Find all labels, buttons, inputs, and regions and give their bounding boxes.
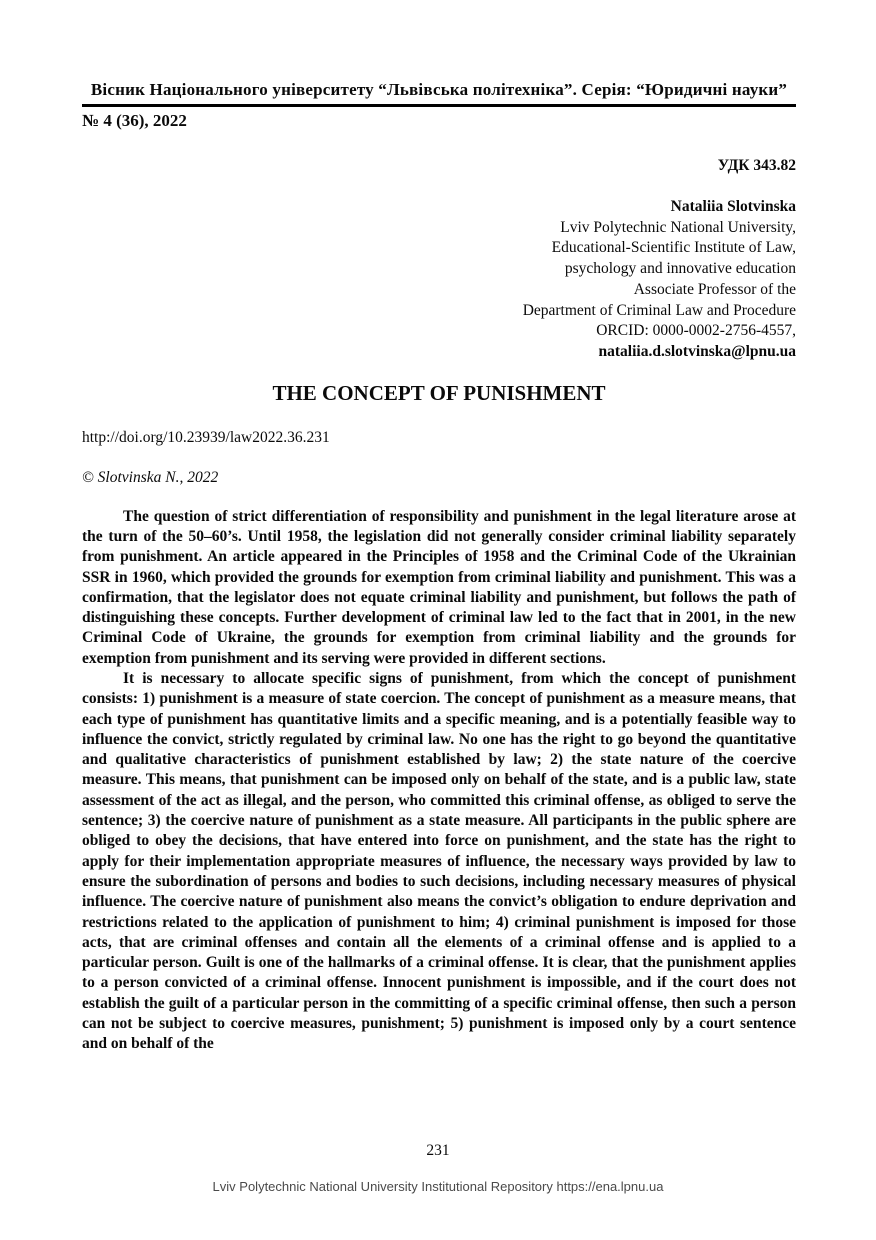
- author-block: [82, 197, 796, 363]
- copyright-notice: © Slotvinska N., 2022: [82, 468, 219, 486]
- author-affiliation-line: Lviv Polytechnic National University,: [560, 218, 796, 236]
- article-title: THE CONCEPT OF PUNISHMENT: [272, 380, 606, 405]
- author-affiliation-line: Department of Criminal Law and Procedure: [522, 301, 796, 319]
- article-body: [82, 507, 796, 1055]
- author-affiliation-line: Associate Professor of the: [633, 280, 796, 298]
- author-affiliation-line: Educational-Scientific Institute of Law,: [551, 239, 796, 257]
- author-name: Nataliia Slotvinska: [670, 198, 796, 215]
- header-divider-rule: [82, 104, 796, 107]
- author-orcid: ORCID: 0000-0002-2756-4557,: [596, 322, 796, 340]
- body-paragraph: The question of strict differentiation of responsibility and punishment in the legal literature arose at the turn of the 50–60’s. Until 1958, the legislation did not generally consider criminal liability separately from punishment. An article appeared in the Principles of 1958 and the Criminal Code of the Ukrainian SSR in 1960, which provided the grounds for exemption from criminal liability and punishment. This was a confirmation, that the legislator does not equate criminal liability and punishment, but follows the path of distinguishing these concepts. Further development of criminal law led to the fact that in 2001, in the new Criminal Code of Ukraine, the grounds for exemption from criminal liability and the grounds for exemption from punishment and its serving were provided in different sections.: [82, 507, 796, 667]
- page-content: [82, 0, 796, 1055]
- page-number: 231: [426, 1142, 450, 1159]
- repository-footer: Lviv Polytechnic National University Institutional Repository https://ena.lpnu.ua: [212, 1179, 664, 1194]
- body-paragraph: It is necessary to allocate specific signs of punishment, from which the concept of punishment consists: 1) punishment is a measure of state coercion. The concept of punishment as a measure means, that each type of punishment has quantitative limits and a specific meaning, and is a potentially feasible way to influence the convict, strictly regulated by criminal law. No one has the right to go beyond the quantitative and qualitative characteristics of punishment established by law; 2) the state nature of the coercive measure. This means, that punishment can be imposed only on behalf of the state, and is a public law, state assessment of the act as illegal, and the person, who committed this criminal offense, as obliged to serve the sentence; 3) the coercive nature of punishment as a state measure. All participants in the public sphere are obliged to obey the decisions, that have entered into force on punishment, and the state has the right to apply for their implementation appropriate measures of influence, the necessary ways provided by law to ensure the subordination of persons and bodies to such decisions, including necessary measures of physical influence. The coercive nature of punishment also means the convict’s obligation to endure deprivation and restrictions related to the application of punishment to him; 4) criminal punishment is imposed for those acts, that are criminal offenses and contain all the elements of a criminal offense and is applied to a particular person. Guilt is one of the hallmarks of a criminal offense. It is clear, that the punishment applies to a person convicted of a criminal offense. Innocent punishment is impossible, and if the court does not establish the guilt of a particular person in the committing of a specific criminal offense, then such a person can not be subject to coercive measures, punishment; 5) punishment is imposed only by a court sentence and on behalf of the: [82, 670, 796, 1053]
- udc-code: УДК 343.82: [717, 157, 796, 174]
- issue-number: № 4 (36), 2022: [82, 111, 187, 130]
- author-email: nataliia.d.slotvinska@lpnu.ua: [598, 342, 796, 360]
- doi-link: http://doi.org/10.23939/law2022.36.231: [82, 428, 330, 446]
- journal-title: Вісник Національного університету “Львівська політехніка”. Серія: “Юридичні науки”: [90, 80, 788, 99]
- author-affiliation-line: psychology and innovative education: [564, 260, 796, 278]
